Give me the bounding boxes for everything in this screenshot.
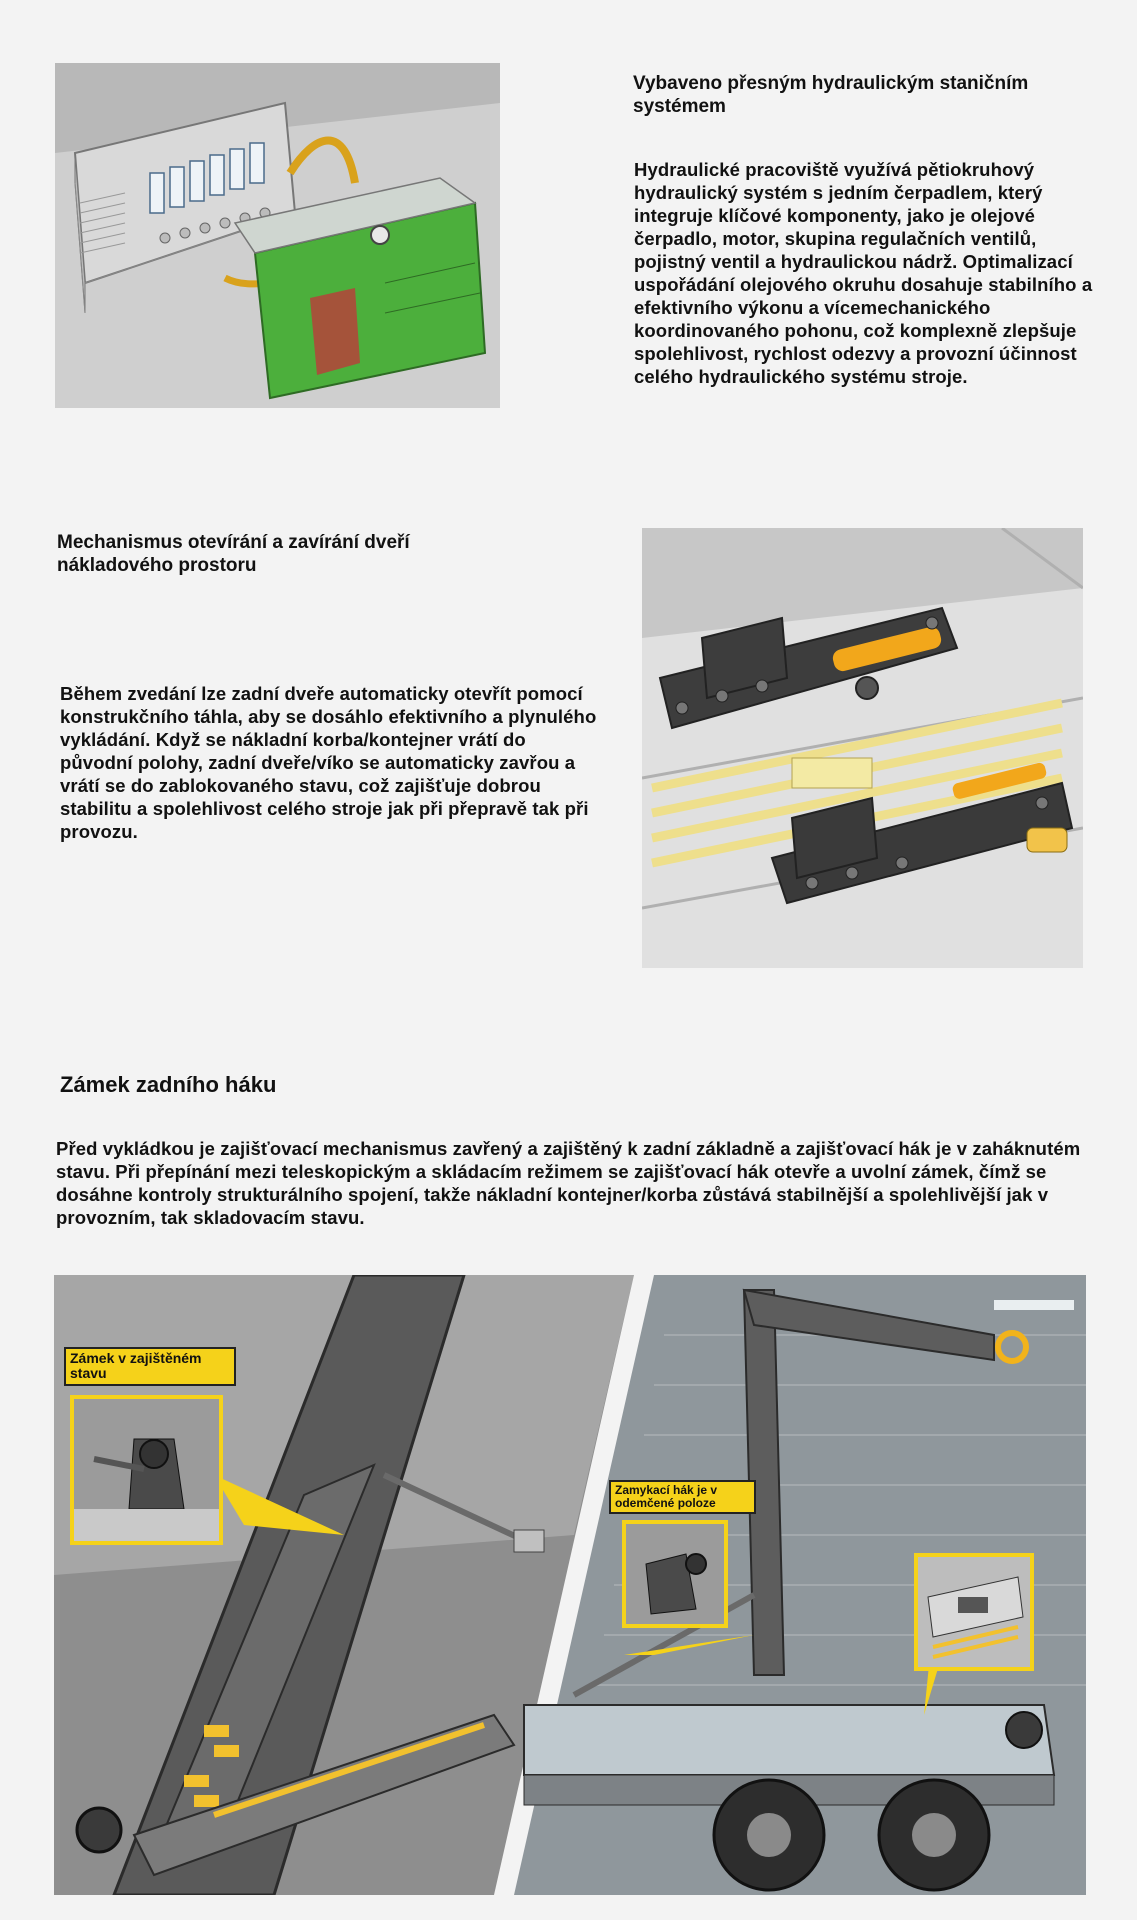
- hydraulic-station-icon: [55, 63, 500, 408]
- section2-title: Mechanismus otevírání a zavírání dveří nákladového prostoru: [57, 532, 410, 576]
- hydraulic-station-image: [55, 63, 500, 408]
- door-mechanism-icon: [642, 528, 1083, 968]
- lock-closed-icon: [74, 1399, 219, 1541]
- hook-lift-image: [54, 1275, 1086, 1895]
- section3-title: Zámek zadního háku: [60, 1072, 277, 1097]
- inset-base: [914, 1553, 1034, 1671]
- callout-unlocked: Zamykací hák je v odemčené poloze: [609, 1480, 756, 1514]
- section2-paragraph: Během zvedání lze zadní dveře automaticky otevřít pomocí konstrukčního táhla, aby se dosáhlo efektivního a plynulého vykládání. Když se nákladní korba/kontejner vrátí do původní polohy, zadní dveře/víko se automaticky zavřou a vrátí se do zablokovaného stavu, což zajišťuje dobrou stabilitu a spolehlivost celého stroje jak při přepravě tak při provozu.: [60, 683, 597, 842]
- section1-title: Vybaveno přesným hydraulickým staničním systémem: [633, 73, 1029, 117]
- section1-paragraph: Hydraulické pracoviště využívá pětiokruhový hydraulický systém s jedním čerpadlem, který integruje klíčové komponenty, jako je olejové čerpadlo, motor, skupina regulačních ventilů, pojistný ventil a hydraulickou nádrž. Optimalizací uspořádání olejového okruhu dosahuje stabilního a efektivního výkonu a vícemechanického koordinovaného pohonu, což komplexně zlepšuje spolehlivost, rychlost odezvy a provozní účinnost celého hydraulického systému stroje.: [634, 159, 1093, 387]
- inset-unlocked: [622, 1520, 728, 1628]
- door-mechanism-image: [642, 528, 1083, 968]
- lock-open-icon: [626, 1524, 724, 1624]
- inset-locked: [70, 1395, 223, 1545]
- section3-paragraph: Před vykládkou je zajišťovací mechanismus zavřený a zajištěný k zadní základně a zajišťovací hák je v zaháknutém stavu. Při přepínání mezi teleskopickým a skládacím režimem se zajišťovací hák otevře a uvolní zámek, čímž se dosáhne kontroly strukturálního spojení, takže nákladní kontejner/korba zůstává stabilnější a spolehlivější jak v provozním, tak skladovacím stavu.: [56, 1138, 1081, 1228]
- hook-base-icon: [918, 1557, 1030, 1667]
- callout-locked: Zámek v zajištěném stavu: [64, 1347, 236, 1386]
